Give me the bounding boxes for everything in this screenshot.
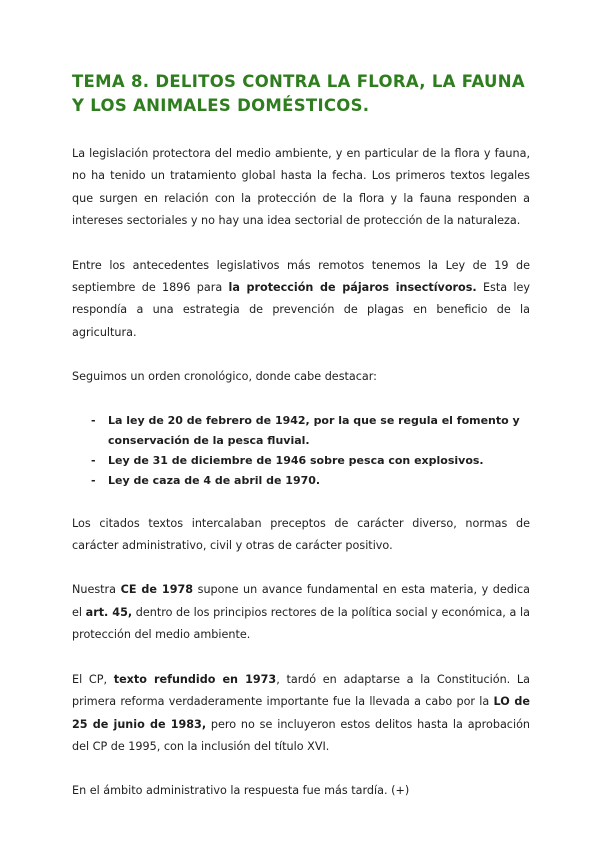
text-run: Entre los antecedentes legislativos más remotos tenemos la Ley de 19 de septiembre de 1896 para xyxy=(72,258,530,295)
bold-text: art. 45, xyxy=(85,605,133,619)
list-item xyxy=(72,471,530,491)
bold-text: texto refundido en 1973 xyxy=(113,672,277,686)
list-item xyxy=(72,451,530,471)
list-item-text: Ley de 31 de diciembre de 1946 sobre pesca con explosivos. xyxy=(108,453,484,467)
dash-bullet: - xyxy=(91,473,96,487)
text-run: supone un avance fundamental en esta materia, y dedica el xyxy=(72,583,530,619)
bold-text: la protección de pájaros insectívoros. xyxy=(228,281,477,295)
paragraph-constitution xyxy=(72,579,530,646)
bold-text: CE de 1978 xyxy=(120,583,194,597)
text-run: Nuestra xyxy=(72,583,121,597)
text-run: Esta ley respondía a una estrategia de prevención de plagas en beneficio de la agricultura. xyxy=(72,281,530,339)
laws-list xyxy=(72,411,530,491)
text-run: El CP, xyxy=(72,672,114,686)
dash-bullet: - xyxy=(91,453,96,467)
paragraph-chronology: Seguimos un orden cronológico, donde cabe destacar: xyxy=(72,370,377,384)
dash-bullet: - xyxy=(91,413,96,427)
page-title: TEMA 8. DELITOS CONTRA LA FLORA, LA FAUNA Y LOS ANIMALES DOMÉSTICOS. xyxy=(72,72,525,115)
paragraph-penal-code xyxy=(72,669,530,759)
text-run: pero no se incluyeron estos delitos hasta la aprobación del CP de 1995, con la inclusión del título XVI. xyxy=(72,717,531,753)
bold-text: LO de 25 de junio de 1983, xyxy=(72,695,530,731)
paragraph-texts: Los citados textos intercalaban preceptos de carácter diverso, normas de carácter administrativo, civil y otras de carácter positivo. xyxy=(72,516,530,553)
list-item-text: Ley de caza de 4 de abril de 1970. xyxy=(108,473,321,487)
text-run: dentro de los principios rectores de la política social y económica, a la protección del medio ambiente. xyxy=(72,605,530,642)
paragraph-administrative: En el ámbito administrativo la respuesta fue más tardía. (+) xyxy=(72,784,410,798)
paragraph-intro: La legislación protectora del medio ambiente, y en particular de la flora y fauna, no ha tenido un tratamiento global hasta la fecha. Los primeros textos legales que surgen en relación con la protección de la flora y la fauna responden a intereses sectoriales y no hay una idea sectorial de protección de la naturaleza. xyxy=(72,147,530,228)
list-item xyxy=(72,411,530,451)
text-run: , tardó en adaptarse a la Constitución. La primera reforma verdaderamente importante fue la llevada a cabo por la xyxy=(72,672,531,709)
document-page xyxy=(72,70,530,825)
paragraph-antecedents xyxy=(72,255,530,345)
list-item-text: La ley de 20 de febrero de 1942, por la que se regula el fomento y conservación de la pesca fluvial. xyxy=(108,413,520,447)
